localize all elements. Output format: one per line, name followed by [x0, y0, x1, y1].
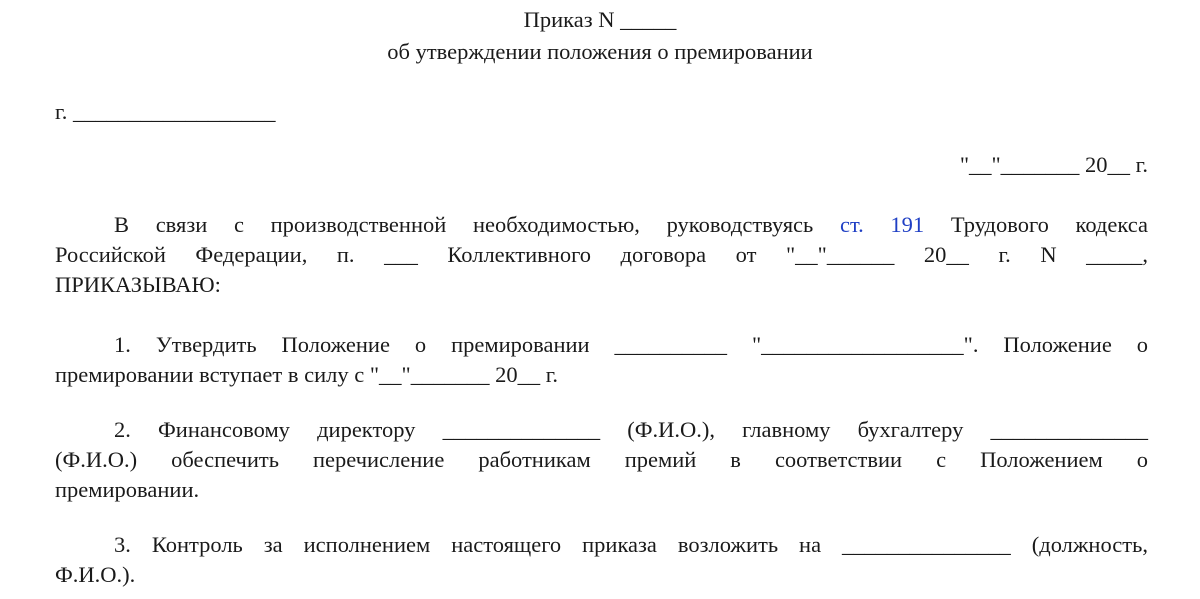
order-title: Приказ N _____ — [523, 7, 677, 32]
item-2-line-1: 2. Финансовому директору ______________ (Ф.И.О.), главному бухгалтеру ______________ — [114, 417, 1148, 442]
order-subtitle: об утверждении положения о премировании — [387, 39, 813, 64]
intro-line-1 — [114, 210, 1148, 240]
order-directive: ПРИКАЗЫВАЮ: — [55, 272, 221, 297]
item-1-line-2: премировании вступает в силу с "__"_______ 20__ г. — [55, 362, 559, 387]
intro-text-before-link: В связи с производственной необходимостью, руководствуясь — [114, 212, 840, 237]
item-3-line-2: Ф.И.О.). — [55, 562, 136, 587]
date-line: "__"_______ 20__ г. — [959, 152, 1148, 177]
intro-text-after-link: Трудового кодекса — [924, 212, 1148, 237]
item-1-line-1: 1. Утвердить Положение о премировании __________ "__________________". Положение о — [114, 332, 1148, 357]
item-2-line-2: (Ф.И.О.) обеспечить перечисление работникам премий в соответствии с Положением о — [55, 447, 1148, 472]
item-2-line-3: премировании. — [55, 477, 200, 502]
labor-code-article-link[interactable]: ст. 191 — [839, 212, 925, 237]
intro-line-2: Российской Федерации, п. ___ Коллективного договора от "__"______ 20__ г. N _____, — [55, 242, 1148, 267]
city-line: г. __________________ — [55, 99, 276, 124]
item-3-line-1: 3. Контроль за исполнением настоящего приказа возложить на _______________ (должность, — [114, 532, 1148, 557]
